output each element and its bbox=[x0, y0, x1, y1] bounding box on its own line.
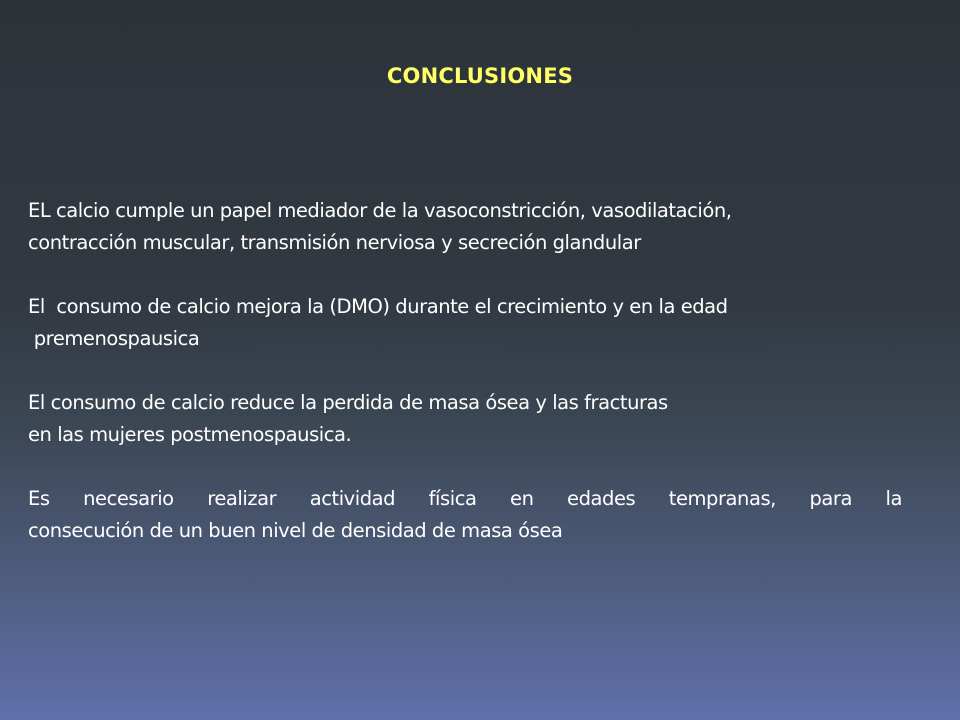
conclusion-paragraph-2 bbox=[28, 291, 948, 355]
paragraph-line: en las mujeres postmenospausica. bbox=[28, 423, 352, 446]
paragraph-line: Es necesario realizar actividad física en edades tempranas, para la bbox=[28, 487, 902, 510]
paragraph-line: El consumo de calcio mejora la (DMO) durante el crecimiento y en la edad bbox=[28, 295, 728, 318]
paragraph-line: El consumo de calcio reduce la perdida de masa ósea y las fracturas bbox=[28, 391, 668, 414]
slide-body bbox=[28, 195, 948, 547]
conclusion-paragraph-4 bbox=[28, 483, 948, 547]
paragraph-line: contracción muscular, transmisión nerviosa y secreción glandular bbox=[28, 231, 641, 254]
conclusion-paragraph-3 bbox=[28, 387, 948, 451]
paragraph-line: EL calcio cumple un papel mediador de la vasoconstricción, vasodilatación, bbox=[28, 199, 732, 222]
slide-title: CONCLUSIONES bbox=[386, 64, 574, 88]
paragraph-line: consecución de un buen nivel de densidad de masa ósea bbox=[28, 519, 563, 542]
paragraph-line: premenospausica bbox=[28, 327, 200, 350]
conclusion-paragraph-1 bbox=[28, 195, 948, 259]
